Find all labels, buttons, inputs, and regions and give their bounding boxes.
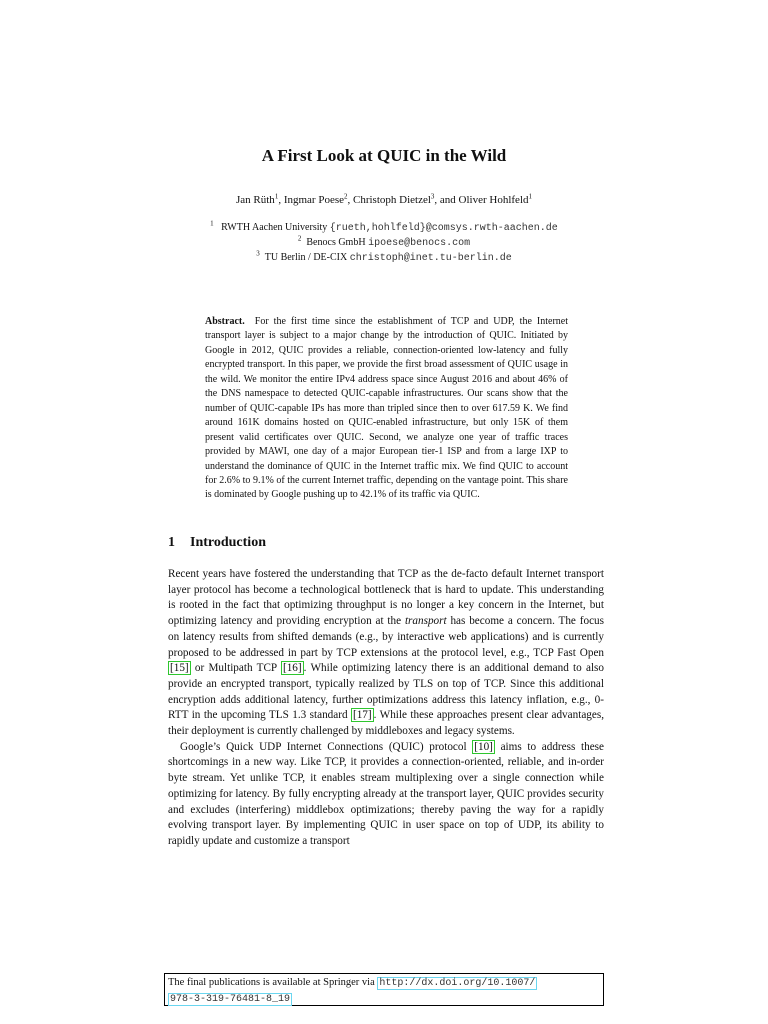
publication-footer [164, 973, 604, 1006]
doi-link-continued[interactable]: 978-3-319-76481-8_19 [170, 994, 291, 1005]
doi-link[interactable]: http://dx.doi.org/10.1007/ [379, 978, 536, 989]
abstract-text: For the first time since the establishment of TCP and UDP, the Internet transport layer is subject to a major change by the introduction of QUIC. Initiated by Google in 2012, QUIC provides a reliable, connection-oriented low-latency and fully encrypted transport. In this paper, we provide the first broad assessment of QUIC usage in the wild. We monitor the entire IPv4 address space since August 2016 and about 46% of the DNS namespace to detected QUIC-capable infrastructures. Our scans show that the number of QUIC-capable IPs has more than tripled since then to over 617.59 K. We find around 161K domains hosted on QUIC-enabled infrastructure, but only 15K of them present valid certificates over QUIC. Second, we analyze one year of traffic traces provided by MAWI, one day of a major European tier-1 ISP and from a large IXP to understand the dominance of QUIC in the Internet traffic mix. We find QUIC to account for 2.6% to 9.1% of the current Internet traffic, depending on the vantage point. This share is dominated by Google pushing up to 42.1% of its traffic via QUIC. [205, 316, 569, 501]
citation-link[interactable]: [16] [282, 662, 302, 675]
paragraph: Recent years have fostered the understanding that TCP as the de-facto default Internet transport layer protocol has become a technological bottleneck that is hard to update. This understanding is rooted in the fact that optimizing throughput is no longer a key concern in the Internet, but optimizing latency and providing encryption at the transport has become a concern. The focus on latency results from shifted demands (e.g., by interactive web applications) and is currently proposed to be addressed in part by TCP extensions at the protocol level, e.g., TCP Fast Open [15] or Multipath TCP [16] . While optimizing latency there is an additional demand to also provide an encrypted transport, typically realized by TLS on top of TCP. Since this additional encryption adds additional latency, further optimizations address this latency inflation, e.g., 0-RTT in the upcoming TLS 1.3 standard [17] . While these approaches present clear advantages, their deployment is currently challenged by middleboxes and legacy systems. [168, 568, 604, 738]
author: Oliver Hohlfeld$^1$ [458, 192, 532, 206]
author: Jan Rüth$^1$, [236, 192, 284, 206]
paper-title: A First Look at QUIC in the Wild [261, 146, 507, 165]
paragraph: Google’s Quick UDP Internet Connections (QUIC) protocol [10] aims to address these shortcomings in a new way. Like TCP, it provides a connection-oriented, reliable, and in-order byte stream. Yet unlike TCP, it enables stream multiplexing over a single connection while optimizing for latency. By fully encrypting already at the transport layer, QUIC provides security and excludes (interfering) middlebox optimizations; thereby paving the way for a rapidly evolving transport layer. By implementing QUIC in user space on top of UDP, its ability to rapidly update and customize a transport [168, 740, 604, 847]
author: Ingmar Poese$^2$, [283, 192, 353, 206]
introduction-body [168, 567, 604, 850]
citation-link[interactable]: [10] [474, 740, 493, 753]
affiliation-2: $^2$ Benocs GmbH ipoese@benocs.com [297, 234, 471, 249]
affiliation-3: $^3$ TU Berlin / DE-CIX christoph@inet.tu-berlin.de [256, 249, 512, 264]
section-heading: 1 Introduction [168, 535, 266, 550]
abstract-label: Abstract. [205, 316, 245, 327]
footer-text: The final publications is available at Springer via [168, 977, 378, 988]
abstract [205, 315, 568, 503]
citation-link[interactable]: [17] [352, 709, 372, 722]
citation-link[interactable]: [15] [170, 662, 189, 675]
author: Christoph Dietzel$^3$, and [353, 192, 459, 206]
affiliation-1: $^1$ RWTH Aachen University {rueth,hohlfeld}@comsys.rwth-aachen.de [210, 219, 558, 234]
author-list [0, 194, 768, 206]
